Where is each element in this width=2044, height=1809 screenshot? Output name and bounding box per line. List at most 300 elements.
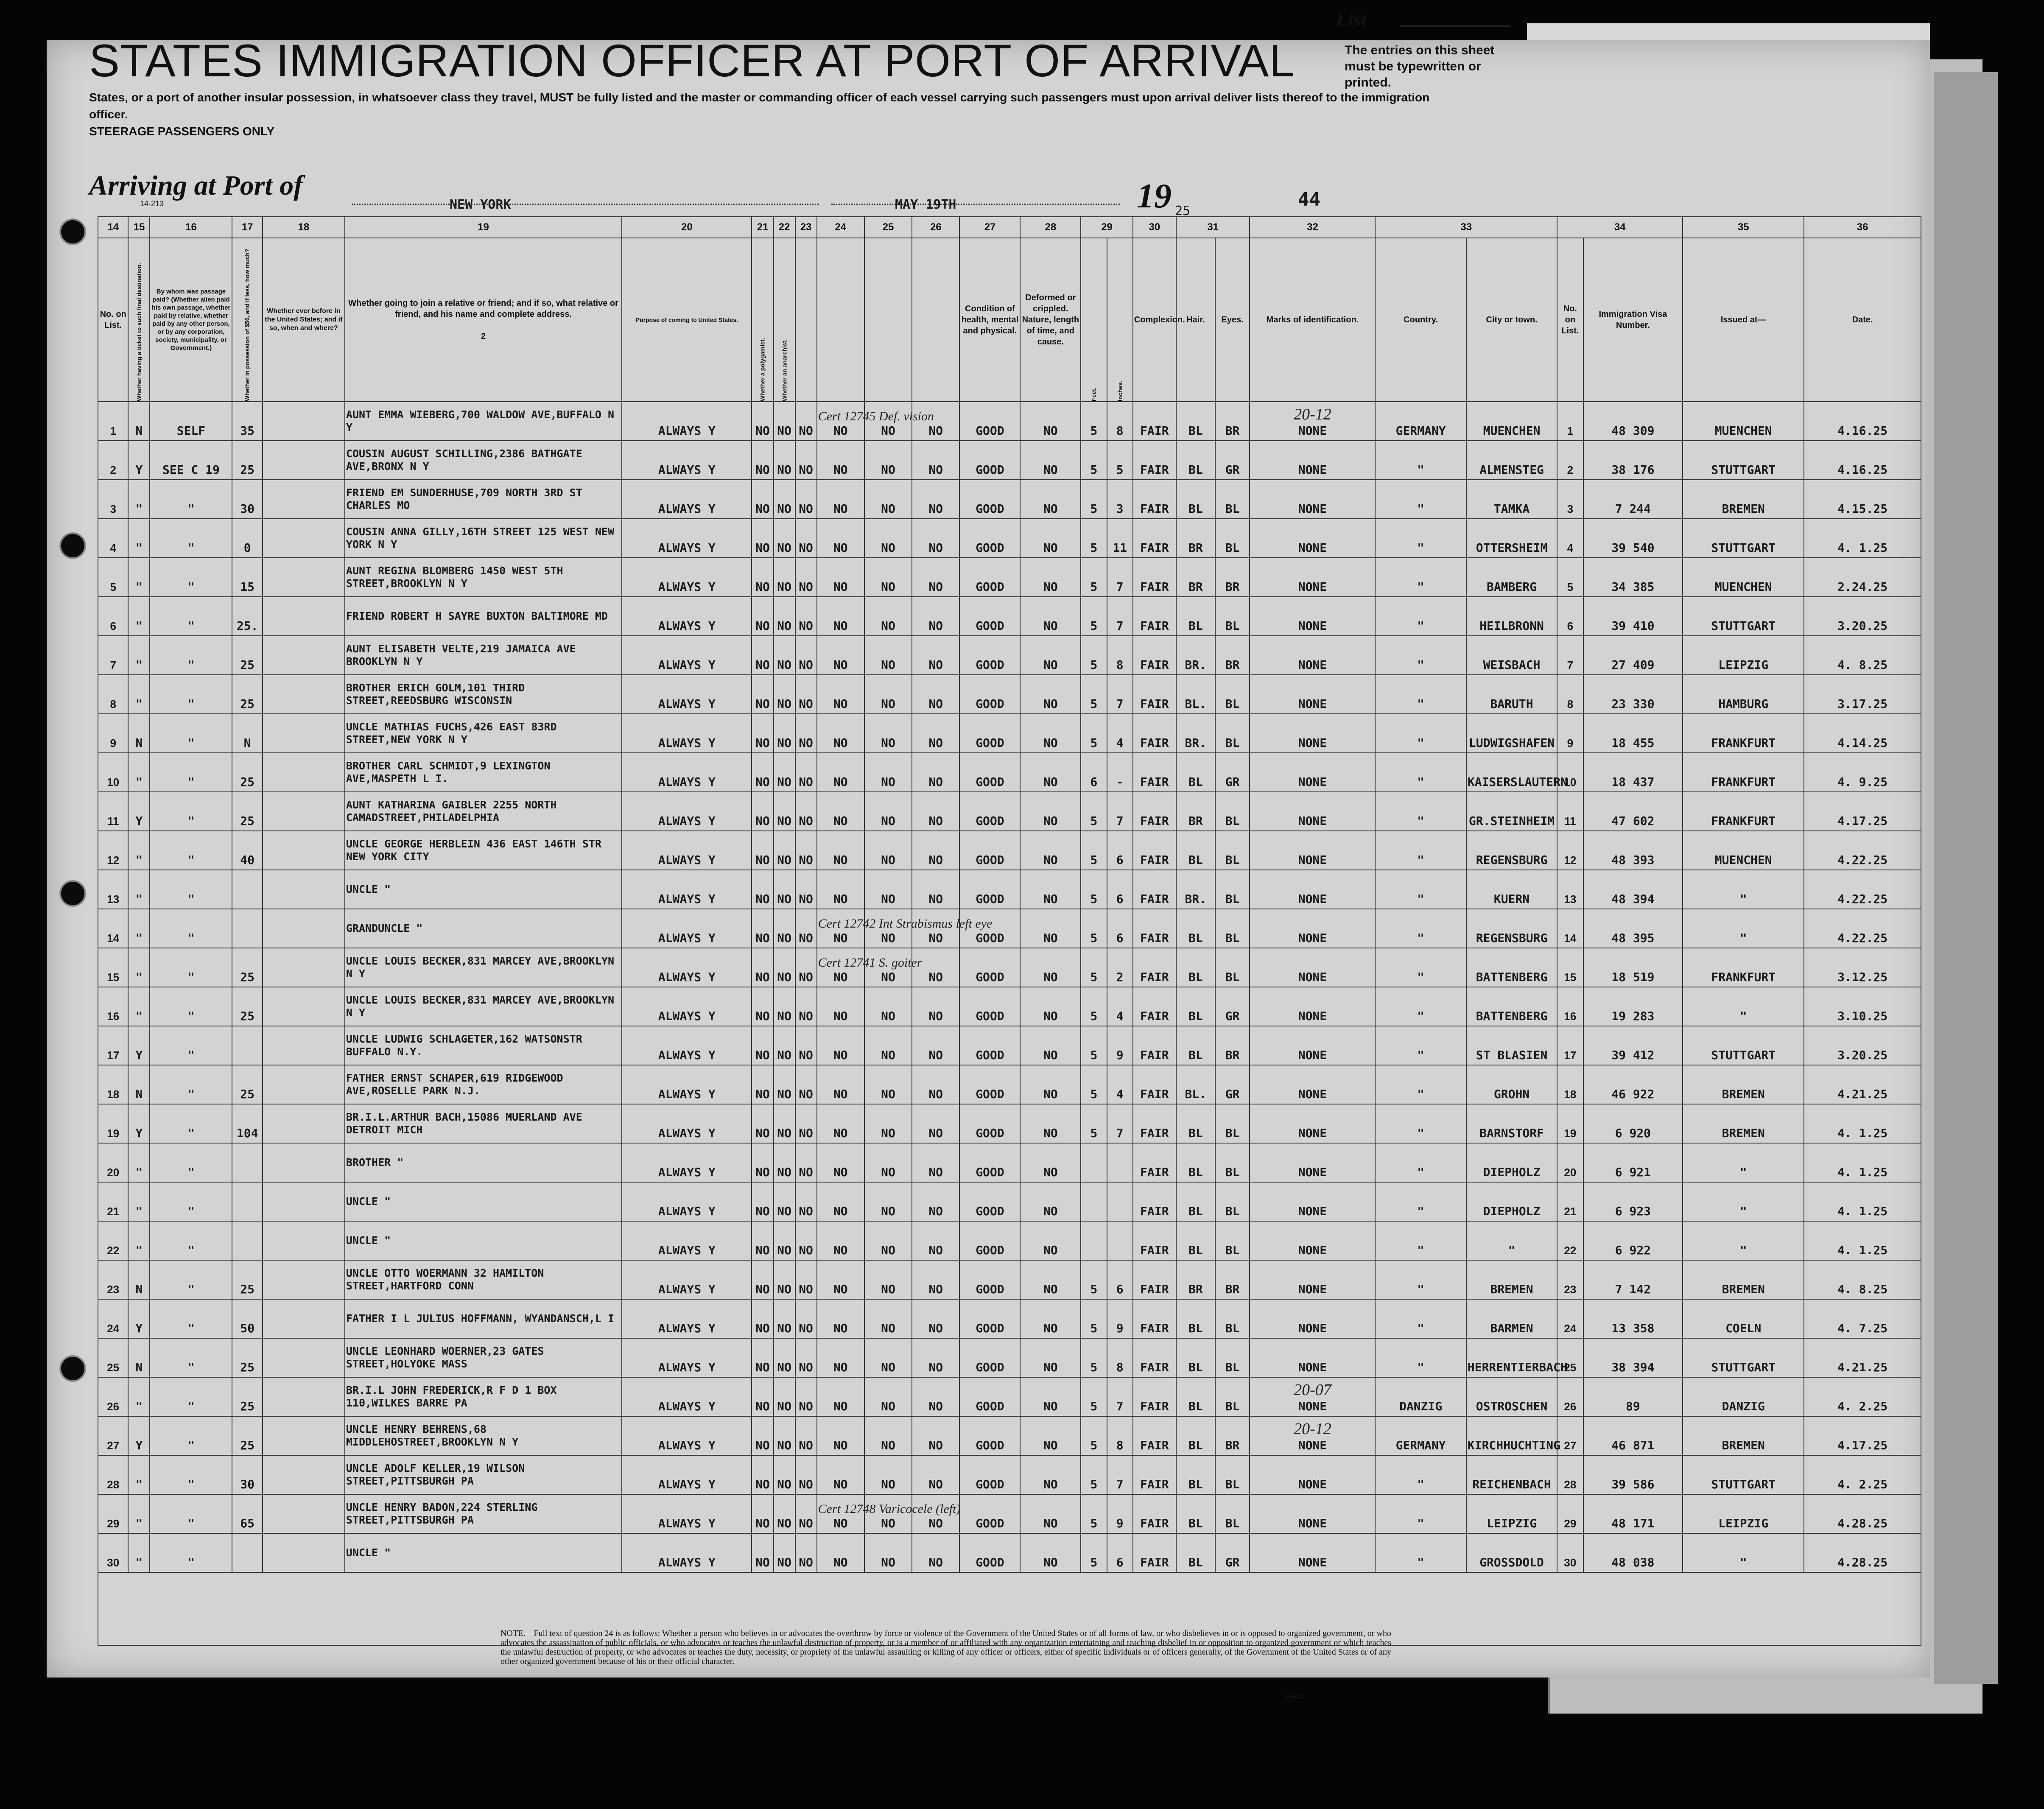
visa-number-cell: 34 385 <box>1583 558 1683 597</box>
deformed-cell: NO <box>1020 1221 1081 1260</box>
eyes-cell: BR <box>1215 1260 1250 1299</box>
list-number-cell: 22 <box>1557 1221 1583 1260</box>
visa-date-cell: 4. 2.25 <box>1804 1455 1921 1494</box>
money-cell: 35 <box>232 402 262 441</box>
marks-cell: NONE <box>1250 441 1375 480</box>
header-polygamist: Whether a polygamist. <box>752 238 773 402</box>
visa-number-cell: 18 519 <box>1583 948 1683 987</box>
ticket-cell: " <box>128 1377 150 1416</box>
eyes-cell: BL <box>1215 1221 1250 1260</box>
health-cell: GOOD <box>959 402 1020 441</box>
col-number: 33 <box>1375 217 1557 238</box>
purpose-cell: ALWAYS Y <box>622 1104 752 1143</box>
q24-cell: NO <box>817 792 864 831</box>
country-cell: " <box>1375 753 1466 792</box>
ticket-cell: " <box>128 1533 150 1572</box>
height-inches-cell: 7 <box>1107 597 1133 636</box>
q26-cell: NO <box>912 597 959 636</box>
year-prefix: 19 <box>1137 176 1172 215</box>
deformed-cell: NO <box>1020 480 1081 519</box>
footnote-question-24: NOTE.—Full text of question 24 is as follows: Whether a person who believes in or advocates the overthrow by force or violence of the Government of the United States or of all forms of law, or who disbelieves in or is opposed to organized government, or who advocates the assassination of public officials, or who advocates or teaches the unlawful destruction of property, or is a member of or affiliated with any organization entertaining and teaching disbelief in or opposition to organized government or which teaches the unlawful destruction of property, or who advocates or teaches the duty, necessity, or propriety of the unlawful assaulting or killing of any officer or officers, either of specific individuals or of officers generally, of the Government of the United States or of any other organized government because of his or their official character. <box>501 1629 1391 1666</box>
marks-cell: 20-12 NONE <box>1250 402 1375 441</box>
eyes-cell: BL <box>1215 831 1250 870</box>
city-cell: OSTROSCHEN <box>1466 1377 1557 1416</box>
table-row <box>98 948 1921 987</box>
q25-cell: NO <box>864 831 912 870</box>
marks-cell: 20-07 NONE <box>1250 1377 1375 1416</box>
purpose-cell: ALWAYS Y <box>622 909 752 948</box>
previous-visit-cell <box>263 1260 345 1299</box>
q25-cell: NO <box>864 1026 912 1065</box>
complexion-cell: FAIR <box>1133 675 1176 714</box>
q23-cell: NO <box>795 1221 817 1260</box>
header-visa-number: Immigration Visa Number. <box>1583 238 1683 402</box>
hair-cell: BL <box>1176 597 1215 636</box>
anarchist-cell: NO <box>774 1065 795 1104</box>
previous-visit-cell <box>263 1299 345 1338</box>
paid-by-cell: " <box>150 1299 232 1338</box>
issued-at-cell: STUTTGART <box>1683 441 1804 480</box>
page-title: STATES IMMIGRATION OFFICER AT PORT OF ARRIVAL <box>89 35 1295 86</box>
city-cell: GROSSDOLD <box>1466 1533 1557 1572</box>
visa-number-cell: 89 <box>1583 1377 1683 1416</box>
polygamist-cell: NO <box>752 1533 773 1572</box>
country-cell: " <box>1375 1455 1466 1494</box>
complexion-cell: FAIR <box>1133 1377 1176 1416</box>
visa-date-cell: 3.20.25 <box>1804 597 1921 636</box>
table-row <box>98 1143 1921 1182</box>
hair-cell: BL <box>1176 480 1215 519</box>
height-inches-cell: 11 <box>1107 519 1133 558</box>
country-cell: DANZIG <box>1375 1377 1466 1416</box>
row-number: 4 <box>98 519 128 558</box>
col-number: 28 <box>1020 217 1081 238</box>
eyes-cell: BL <box>1215 1299 1250 1338</box>
deformed-cell: NO <box>1020 1377 1081 1416</box>
handwritten-note: Cert 12742 Int Strabismus left eye <box>818 917 993 931</box>
marks-cell: NONE <box>1250 1455 1375 1494</box>
q25-cell: NO <box>864 792 912 831</box>
purpose-cell: ALWAYS Y <box>622 1221 752 1260</box>
anarchist-cell: NO <box>774 675 795 714</box>
health-cell: GOOD <box>959 1455 1020 1494</box>
eyes-cell: BL <box>1215 1455 1250 1494</box>
table-row <box>98 1455 1921 1494</box>
row-number: 23 <box>98 1260 128 1299</box>
marks-cell: NONE <box>1250 1338 1375 1377</box>
handwritten-note: 20-07 <box>1294 1381 1331 1399</box>
complexion-cell: FAIR <box>1133 1338 1176 1377</box>
anarchist-cell: NO <box>774 402 795 441</box>
row-number: 11 <box>98 792 128 831</box>
complexion-cell: FAIR <box>1133 1299 1176 1338</box>
visa-date-cell: 4. 1.25 <box>1804 1221 1921 1260</box>
q23-cell: NO <box>795 1104 817 1143</box>
q23-cell: NO <box>795 519 817 558</box>
visa-number-cell: 18 455 <box>1583 714 1683 753</box>
visa-number-cell: 18 437 <box>1583 753 1683 792</box>
ticket-cell: Y <box>128 1026 150 1065</box>
join-relative-cell: BROTHER " <box>345 1143 622 1182</box>
q23-cell: NO <box>795 1065 817 1104</box>
country-cell: " <box>1375 480 1466 519</box>
anarchist-cell: NO <box>774 1104 795 1143</box>
q23-cell: NO <box>795 597 817 636</box>
col-number: 30 <box>1133 217 1176 238</box>
marks-cell: NONE <box>1250 1026 1375 1065</box>
deformed-cell: NO <box>1020 597 1081 636</box>
q26-cell: NO <box>912 1533 959 1572</box>
q25-cell: NO <box>864 519 912 558</box>
anarchist-cell: NO <box>774 441 795 480</box>
polygamist-cell: NO <box>752 1143 773 1182</box>
polygamist-cell: NO <box>752 441 773 480</box>
health-cell: GOOD <box>959 558 1020 597</box>
q26-cell: NO <box>912 1026 959 1065</box>
ticket-cell: " <box>128 948 150 987</box>
ticket-cell: " <box>128 675 150 714</box>
q24-cell: NO <box>817 1065 864 1104</box>
marks-cell: NONE <box>1250 1533 1375 1572</box>
country-cell: " <box>1375 675 1466 714</box>
arrival-date: MAY 19TH <box>895 197 956 212</box>
table-row <box>98 792 1921 831</box>
purpose-cell: ALWAYS Y <box>622 870 752 909</box>
q24-cell: NO <box>817 1377 864 1416</box>
visa-date-cell: 4. 8.25 <box>1804 636 1921 675</box>
city-cell: KUERN <box>1466 870 1557 909</box>
anarchist-cell: NO <box>774 831 795 870</box>
hair-cell: BL <box>1176 753 1215 792</box>
anarchist-cell: NO <box>774 714 795 753</box>
join-relative-cell: AUNT KATHARINA GAIBLER 2255 NORTH CAMADSTREET,PHILADELPHIA <box>345 792 622 831</box>
previous-visit-cell <box>263 519 345 558</box>
complexion-cell: FAIR <box>1133 909 1176 948</box>
visa-number-cell: 6 922 <box>1583 1221 1683 1260</box>
table-row <box>98 831 1921 870</box>
q23-cell: NO <box>795 1455 817 1494</box>
q26-cell: NO <box>912 870 959 909</box>
country-cell: " <box>1375 1338 1466 1377</box>
city-cell: ST BLASIEN <box>1466 1026 1557 1065</box>
height-feet-cell: 6 <box>1081 753 1107 792</box>
money-cell: 25 <box>232 792 262 831</box>
eyes-cell: BL <box>1215 948 1250 987</box>
height-inches-cell <box>1107 1143 1133 1182</box>
row-number: 25 <box>98 1338 128 1377</box>
marks-cell: NONE <box>1250 714 1375 753</box>
table-row <box>98 1182 1921 1221</box>
q26-cell: NO <box>912 753 959 792</box>
header-issued-at: Issued at— <box>1683 238 1804 402</box>
visa-number-cell: 6 921 <box>1583 1143 1683 1182</box>
hair-cell: BL <box>1176 1377 1215 1416</box>
height-inches-cell: 7 <box>1107 1455 1133 1494</box>
city-cell: KIRCHHUCHTING <box>1466 1416 1557 1455</box>
list-number-cell: 13 <box>1557 870 1583 909</box>
row-number: 9 <box>98 714 128 753</box>
q25-cell: NO <box>864 597 912 636</box>
year-suffix: 25 <box>1175 204 1191 218</box>
list-number-cell: 10 <box>1557 753 1583 792</box>
country-cell: " <box>1375 558 1466 597</box>
q24-cell: NO <box>817 1026 864 1065</box>
q23-cell: NO <box>795 1026 817 1065</box>
q23-cell: NO <box>795 792 817 831</box>
q24-cell: NO <box>817 441 864 480</box>
purpose-cell: ALWAYS Y <box>622 1377 752 1416</box>
city-cell: BAMBERG <box>1466 558 1557 597</box>
join-relative-cell: GRANDUNCLE " <box>345 909 622 948</box>
height-feet-cell: 5 <box>1081 558 1107 597</box>
previous-visit-cell <box>263 402 345 441</box>
ticket-cell: Y <box>128 1416 150 1455</box>
q25-cell: NO <box>864 480 912 519</box>
eyes-cell: BL <box>1215 1338 1250 1377</box>
header-hair: Hair. <box>1176 238 1215 402</box>
health-cell: GOOD <box>959 636 1020 675</box>
join-relative-cell: UNCLE MATHIAS FUCHS,426 EAST 83RD STREET,NEW YORK N Y <box>345 714 622 753</box>
height-inches-cell: 9 <box>1107 1026 1133 1065</box>
money-cell: 25 <box>232 948 262 987</box>
previous-visit-cell <box>263 948 345 987</box>
arrival-port: NEW YORK <box>450 197 511 212</box>
ticket-cell: " <box>128 1455 150 1494</box>
deformed-cell: NO <box>1020 948 1081 987</box>
height-feet-cell <box>1081 1182 1107 1221</box>
join-relative-cell: BROTHER CARL SCHMIDT,9 LEXINGTON AVE,MASPETH L I. <box>345 753 622 792</box>
col-number: 25 <box>864 217 912 238</box>
complexion-cell: FAIR <box>1133 558 1176 597</box>
ticket-cell: " <box>128 480 150 519</box>
issued-at-cell: STUTTGART <box>1683 597 1804 636</box>
ticket-cell: Y <box>128 792 150 831</box>
paid-by-cell: SEE C 19 <box>150 441 232 480</box>
complexion-cell: FAIR <box>1133 1104 1176 1143</box>
polygamist-cell: NO <box>752 831 773 870</box>
previous-visit-cell <box>263 636 345 675</box>
ticket-cell: Y <box>128 1104 150 1143</box>
country-cell: " <box>1375 1221 1466 1260</box>
deformed-cell: NO <box>1020 1260 1081 1299</box>
q25-cell: NO <box>864 870 912 909</box>
q26-cell: NO <box>912 1065 959 1104</box>
health-cell: GOOD <box>959 792 1020 831</box>
height-inches-cell: 4 <box>1107 987 1133 1026</box>
health-cell: GOOD <box>959 1260 1020 1299</box>
previous-visit-cell <box>263 1182 345 1221</box>
header-no-on-list: No. on List. <box>98 238 128 402</box>
complexion-cell: FAIR <box>1133 1494 1176 1533</box>
visa-number-cell: 23 330 <box>1583 675 1683 714</box>
list-number-cell: 7 <box>1557 636 1583 675</box>
ticket-cell: Y <box>128 1299 150 1338</box>
city-cell: " <box>1466 1221 1557 1260</box>
col-number: 27 <box>959 217 1020 238</box>
visa-number-cell: 39 410 <box>1583 597 1683 636</box>
header-marks: Marks of identification. <box>1250 238 1375 402</box>
anarchist-cell: NO <box>774 909 795 948</box>
ticket-cell: N <box>128 1338 150 1377</box>
polygamist-cell: NO <box>752 558 773 597</box>
column-number-row <box>98 217 1921 238</box>
country-cell: " <box>1375 1182 1466 1221</box>
visa-date-cell: 4.16.25 <box>1804 402 1921 441</box>
height-feet-cell: 5 <box>1081 1494 1107 1533</box>
country-cell: " <box>1375 714 1466 753</box>
q26-cell: NO <box>912 1182 959 1221</box>
health-cell: GOOD <box>959 1533 1020 1572</box>
hair-cell: BL <box>1176 1104 1215 1143</box>
deformed-cell: NO <box>1020 1026 1081 1065</box>
money-cell: 30 <box>232 1455 262 1494</box>
q24-cell: NO <box>817 1260 864 1299</box>
issued-at-cell: DANZIG <box>1683 1377 1804 1416</box>
marks-cell: NONE <box>1250 1260 1375 1299</box>
city-cell: BARNSTORF <box>1466 1104 1557 1143</box>
hair-cell: BL <box>1176 831 1215 870</box>
complexion-cell: FAIR <box>1133 948 1176 987</box>
paid-by-cell: " <box>150 1182 232 1221</box>
deformed-cell: NO <box>1020 792 1081 831</box>
handwritten-note: 20-12 <box>1294 405 1331 423</box>
row-number: 1 <box>98 402 128 441</box>
deformed-cell: NO <box>1020 1104 1081 1143</box>
ticket-cell: " <box>128 831 150 870</box>
table-row <box>98 597 1921 636</box>
visa-number-cell: 46 871 <box>1583 1416 1683 1455</box>
col-number: 15 <box>128 217 150 238</box>
list-number-cell: 28 <box>1557 1455 1583 1494</box>
join-relative-cell: AUNT REGINA BLOMBERG 1450 WEST 5TH STREET,BROOKLYN N Y <box>345 558 622 597</box>
marks-cell: NONE <box>1250 1494 1375 1533</box>
list-number-line <box>1400 25 1510 27</box>
visa-date-cell: 4. 1.25 <box>1804 1143 1921 1182</box>
header-join-relative <box>345 238 622 402</box>
col-number: 14 <box>98 217 128 238</box>
visa-date-cell: 4. 9.25 <box>1804 753 1921 792</box>
table-row <box>98 519 1921 558</box>
anarchist-cell: NO <box>774 1221 795 1260</box>
height-inches-cell: 7 <box>1107 1377 1133 1416</box>
q26-cell: NO <box>912 480 959 519</box>
visa-date-cell: 4.28.25 <box>1804 1494 1921 1533</box>
q26-cell: NO <box>912 909 959 948</box>
deformed-cell: NO <box>1020 1299 1081 1338</box>
city-cell: LUDWIGSHAFEN <box>1466 714 1557 753</box>
anarchist-cell: NO <box>774 1455 795 1494</box>
q23-cell: NO <box>795 1260 817 1299</box>
table-row <box>98 1494 1921 1533</box>
money-cell: 25 <box>232 675 262 714</box>
col-number: 19 <box>345 217 622 238</box>
q23-cell: NO <box>795 441 817 480</box>
q26-cell: NO <box>912 1299 959 1338</box>
row-number: 18 <box>98 1065 128 1104</box>
visa-date-cell: 4. 7.25 <box>1804 1299 1921 1338</box>
visa-date-cell: 3.17.25 <box>1804 675 1921 714</box>
deformed-cell: NO <box>1020 714 1081 753</box>
footer-form-number: 14-213 <box>1285 1692 1304 1699</box>
hair-cell: BR. <box>1176 636 1215 675</box>
visa-number-cell: 39 540 <box>1583 519 1683 558</box>
col-number: 17 <box>232 217 262 238</box>
visa-date-cell: 4.21.25 <box>1804 1338 1921 1377</box>
join-relative-cell: FRIEND EM SUNDERHUSE,709 NORTH 3RD ST CHARLES MO <box>345 480 622 519</box>
visa-number-cell: 6 920 <box>1583 1104 1683 1143</box>
ticket-cell: N <box>128 1260 150 1299</box>
height-inches-cell: 8 <box>1107 1338 1133 1377</box>
q25-cell: NO <box>864 1416 912 1455</box>
marks-cell: NONE <box>1250 636 1375 675</box>
join-relative-cell: UNCLE OTTO WOERMANN 32 HAMILTON STREET,HARTFORD CONN <box>345 1260 622 1299</box>
issued-at-cell: STUTTGART <box>1683 1338 1804 1377</box>
q24-cell: NO <box>817 831 864 870</box>
marks-cell: NONE <box>1250 831 1375 870</box>
deformed-cell: NO <box>1020 1455 1081 1494</box>
q25-cell: NO <box>864 987 912 1026</box>
ticket-cell: " <box>128 1494 150 1533</box>
q26-cell: NO <box>912 792 959 831</box>
health-cell: GOOD <box>959 1221 1020 1260</box>
q24-cell: Cert 12745 Def. vision NO <box>817 402 864 441</box>
table-row <box>98 1338 1921 1377</box>
anarchist-cell: NO <box>774 1416 795 1455</box>
row-number: 29 <box>98 1494 128 1533</box>
height-inches-cell <box>1107 1221 1133 1260</box>
q23-cell: NO <box>795 1299 817 1338</box>
height-feet-cell: 5 <box>1081 1104 1107 1143</box>
eyes-cell: BR <box>1215 636 1250 675</box>
row-number: 19 <box>98 1104 128 1143</box>
deformed-cell: NO <box>1020 1338 1081 1377</box>
q25-cell: NO <box>864 1533 912 1572</box>
join-relative-cell: UNCLE LUDWIG SCHLAGETER,162 WATSONSTR BUFFALO N.Y. <box>345 1026 622 1065</box>
visa-number-cell: 38 394 <box>1583 1338 1683 1377</box>
complexion-cell: FAIR <box>1133 870 1176 909</box>
col-number: 16 <box>150 217 232 238</box>
visa-number-cell: 19 283 <box>1583 987 1683 1026</box>
city-cell: GROHN <box>1466 1065 1557 1104</box>
purpose-cell: ALWAYS Y <box>622 1182 752 1221</box>
hair-cell: BL <box>1176 1143 1215 1182</box>
hair-cell: BL <box>1176 1416 1215 1455</box>
height-feet-cell: 5 <box>1081 1338 1107 1377</box>
complexion-cell: FAIR <box>1133 597 1176 636</box>
visa-number-cell: 48 394 <box>1583 870 1683 909</box>
header-country: Country. <box>1375 238 1466 402</box>
height-feet-cell: 5 <box>1081 909 1107 948</box>
height-feet-cell: 5 <box>1081 948 1107 987</box>
issued-at-cell: " <box>1683 1221 1804 1260</box>
height-inches-cell: 6 <box>1107 870 1133 909</box>
paid-by-cell: SELF <box>150 402 232 441</box>
city-cell: DIEPHOLZ <box>1466 1143 1557 1182</box>
q26-cell: NO <box>912 636 959 675</box>
money-cell <box>232 870 262 909</box>
height-inches-cell: 5 <box>1107 441 1133 480</box>
purpose-cell: ALWAYS Y <box>622 1533 752 1572</box>
visa-date-cell: 4.17.25 <box>1804 1416 1921 1455</box>
q25-cell: NO <box>864 636 912 675</box>
purpose-cell: ALWAYS Y <box>622 1260 752 1299</box>
typewritten-notice: The entries on this sheet must be typewritten or printed. <box>1345 43 1495 89</box>
row-number: 12 <box>98 831 128 870</box>
list-number-cell: 12 <box>1557 831 1583 870</box>
row-number: 24 <box>98 1299 128 1338</box>
col-number: 31 <box>1176 217 1250 238</box>
col-number: 35 <box>1683 217 1804 238</box>
